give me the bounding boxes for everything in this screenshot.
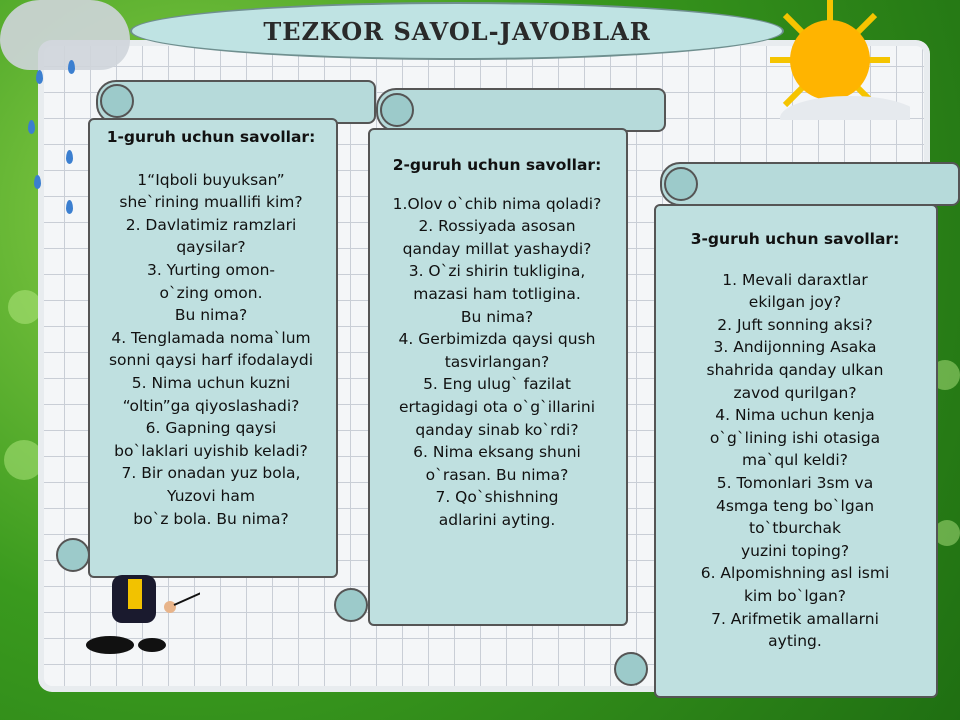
question-line: 6. Nima eksang shuni — [413, 443, 581, 462]
question-line: 4. Gerbimizda qaysi qush — [398, 330, 596, 349]
question-line: 5. Nima uchun kuzni — [131, 373, 291, 392]
question-line: qanday millat yashaydi? — [402, 239, 592, 258]
question-line: 1.Olov o`chib nima qoladi? — [392, 194, 602, 213]
question-line: Bu nima? — [174, 306, 248, 325]
question-line: she`rining muallifi kim? — [119, 193, 303, 212]
question-line: 2. Juft sonning aksi? — [717, 315, 873, 334]
question-list-1 — [80, 126, 342, 530]
scroll-curl-icon — [664, 167, 698, 201]
raindrop-icon — [68, 60, 75, 74]
question-line: 5. Eng ulug` fazilat — [423, 375, 571, 394]
question-line: yuzini toping? — [740, 541, 850, 560]
question-line: bo`z bola. Bu nima? — [133, 509, 289, 528]
question-line: bo`laklari uyishib keladi? — [114, 441, 308, 460]
question-line: 6. Alpomishning asl ismi — [700, 564, 890, 583]
question-line: 2. Davlatimiz ramzlari — [125, 215, 297, 234]
question-line: shahrida qanday ulkan — [706, 360, 884, 379]
sun-icon — [740, 0, 910, 120]
question-line: ayting. — [768, 632, 822, 651]
question-line: 7. Bir onadan yuz bola, — [121, 464, 301, 483]
question-line: qaysilar? — [176, 238, 246, 257]
question-line: mazasi ham totligina. — [413, 284, 581, 303]
question-line: Yuzovi ham — [167, 486, 255, 505]
scroll-curl-icon — [334, 588, 368, 622]
question-line: 7. Qo`shishning — [435, 488, 559, 507]
question-line: zavod qurilgan? — [733, 383, 857, 402]
question-line: 1. Mevali daraxtlar — [722, 270, 868, 289]
scroll-curl-icon — [100, 84, 134, 118]
scroll-curl-icon — [56, 538, 90, 572]
question-line: ertagidagi ota o`g`illarini — [398, 397, 596, 416]
raindrop-icon — [36, 70, 43, 84]
question-line: o`zing omon. — [159, 283, 263, 302]
question-list-2 — [366, 154, 628, 532]
title-banner — [130, 2, 784, 60]
group-heading: 2-guruh uchun savollar: — [392, 156, 602, 174]
question-line: 1“Iqboli buyuksan” — [137, 170, 285, 189]
cloud-icon — [0, 0, 130, 70]
question-line: 6. Gapning qaysi — [145, 419, 277, 438]
scroll-curl-icon — [380, 93, 414, 127]
scroll-top-2 — [376, 88, 666, 132]
question-line: tasvirlangan? — [444, 352, 550, 371]
question-line: kim bo`lgan? — [743, 586, 847, 605]
question-line: 3. O`zi shirin tukligina, — [408, 262, 586, 281]
question-line: 2. Rossiyada asosan — [418, 217, 576, 236]
question-line: 3. Andijonning Asaka — [713, 338, 877, 357]
question-line: ma`qul keldi? — [742, 451, 848, 470]
question-line: 5. Tomonlari 3sm va — [716, 473, 874, 492]
question-line: qanday sinab ko`rdi? — [415, 420, 579, 439]
question-line: to`tburchak — [749, 519, 841, 538]
question-line: 3. Yurting omon- — [146, 260, 276, 279]
group-heading: 3-guruh uchun savollar: — [690, 230, 900, 248]
scroll-curl-icon — [614, 652, 648, 686]
question-line: ekilgan joy? — [748, 293, 842, 312]
raindrop-icon — [28, 120, 35, 134]
question-line: 4smga teng bo`lgan — [715, 496, 875, 515]
question-line: sonni qaysi harf ifodalaydi — [108, 351, 314, 370]
raindrop-icon — [34, 175, 41, 189]
question-line: o`rasan. Bu nima? — [425, 465, 569, 484]
question-line: o`g`lining ishi otasiga — [709, 428, 881, 447]
bokeh-circle — [8, 290, 42, 324]
page-title: TEZKOR SAVOL-JAVOBLAR — [263, 16, 651, 46]
teacher-figure-icon — [80, 575, 200, 655]
question-line: “oltin”ga qiyoslashadi? — [122, 396, 300, 415]
question-line: adlarini ayting. — [438, 510, 556, 529]
question-list-3 — [654, 228, 936, 653]
question-line: 4. Nima uchun kenja — [715, 406, 875, 425]
scroll-top-3 — [660, 162, 960, 206]
question-line: 4. Tenglamada noma`lum — [111, 328, 311, 347]
raindrop-icon — [66, 150, 73, 164]
group-heading: 1-guruh uchun savollar: — [106, 128, 316, 146]
question-line: Bu nima? — [460, 307, 534, 326]
question-line: 7. Arifmetik amallarni — [711, 609, 879, 628]
raindrop-icon — [66, 200, 73, 214]
